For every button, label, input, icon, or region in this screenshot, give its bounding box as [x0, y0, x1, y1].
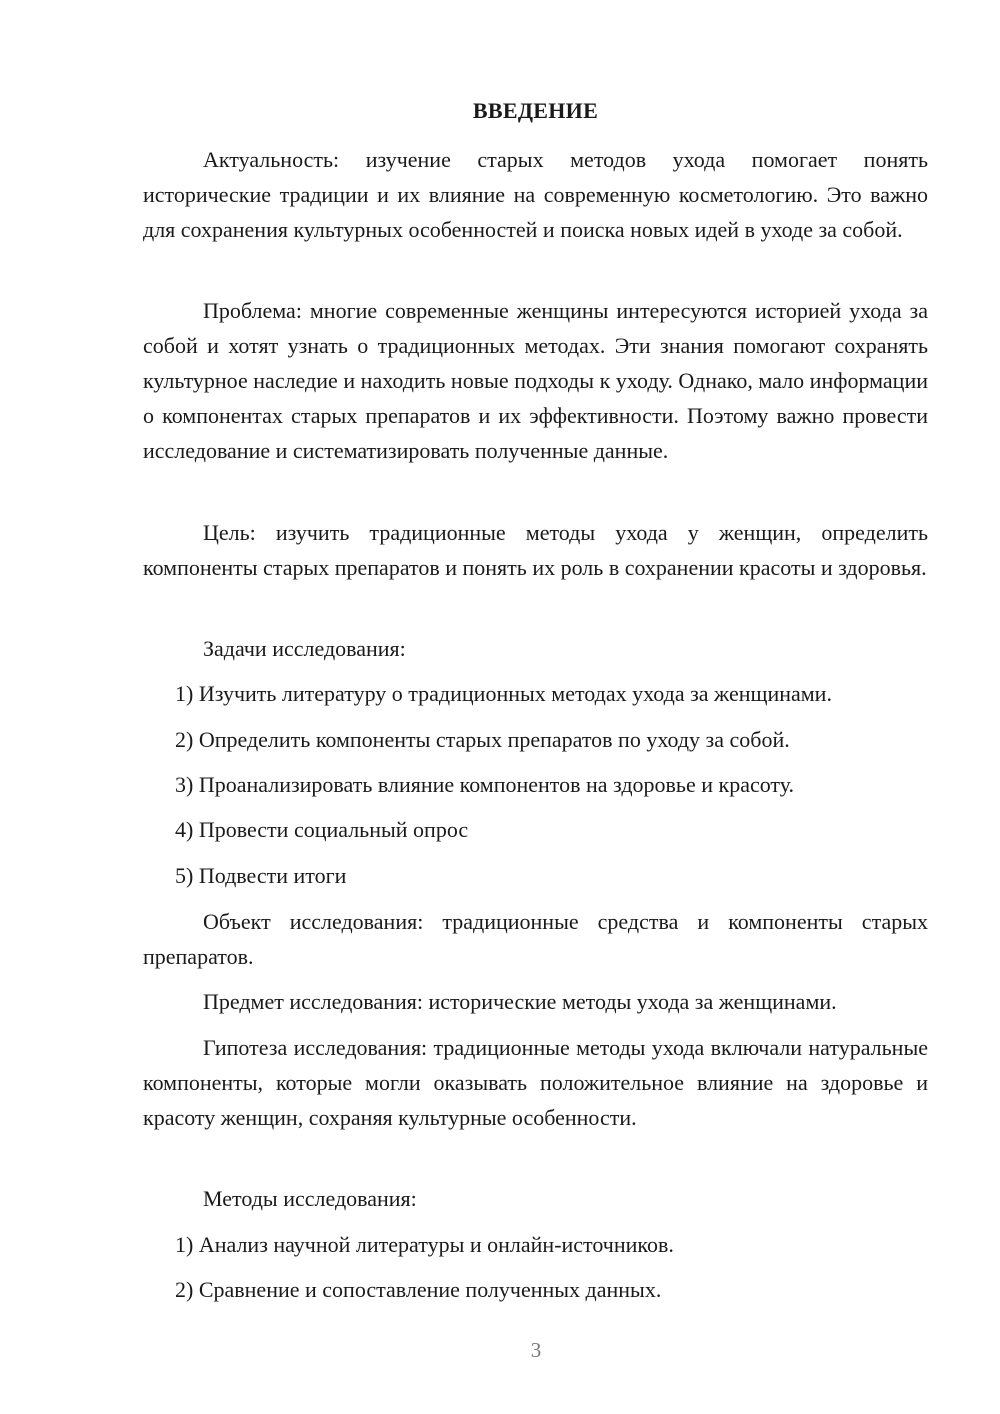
paragraph-relevance: Актуальность: изучение старых методов ухода помогает понять исторические традиции и их влияние на современную косметологию. Это важно для сохранения культурных особенностей и поиска новых идей в уходе за собой.: [143, 147, 928, 242]
paragraph-subject: Предмет исследования: исторические методы ухода за женщинами.: [203, 989, 837, 1014]
task-item-5: 5) Подвести итоги: [175, 863, 347, 888]
page-number: 3: [530, 1338, 542, 1362]
paragraph-problem: Проблема: многие современные женщины интересуются историей ухода за собой и хотят узнать о традиционных методах. Эти знания помогают сохранять культурное наследие и находить новые подходы к уходу. Однако, мало информации о компонентах старых препаратов и их эффективности. Поэтому важно провести исследование и систематизировать полученные данные.: [143, 298, 928, 463]
paragraph-object: Объект исследования: традиционные средства и компоненты старых препаратов.: [143, 909, 928, 969]
methods-label: Методы исследования:: [203, 1186, 417, 1211]
task-item-1: 1) Изучить литературу о традиционных методах ухода за женщинами.: [175, 681, 832, 706]
method-item-2: 2) Сравнение и сопоставление полученных данных.: [175, 1277, 662, 1302]
task-item-4: 4) Провести социальный опрос: [175, 817, 469, 842]
paragraph-goal: Цель: изучить традиционные методы ухода у женщин, определить компоненты старых препаратов и понять их роль в сохранении красоты и здоровья.: [143, 520, 928, 580]
task-item-3: 3) Проанализировать влияние компонентов на здоровье и красоту.: [175, 772, 795, 797]
section-title: ВВЕДЕНИЕ: [472, 98, 599, 123]
tasks-label: Задачи исследования:: [203, 636, 406, 661]
method-item-1: 1) Анализ научной литературы и онлайн-источников.: [175, 1232, 674, 1257]
task-item-2: 2) Определить компоненты старых препаратов по уходу за собой.: [175, 727, 790, 752]
paragraph-hypothesis: Гипотеза исследования: традиционные методы ухода включали натуральные компоненты, которые могли оказывать положительное влияние на здоровье и красоту женщин, сохраняя культурные особенности.: [143, 1035, 928, 1130]
